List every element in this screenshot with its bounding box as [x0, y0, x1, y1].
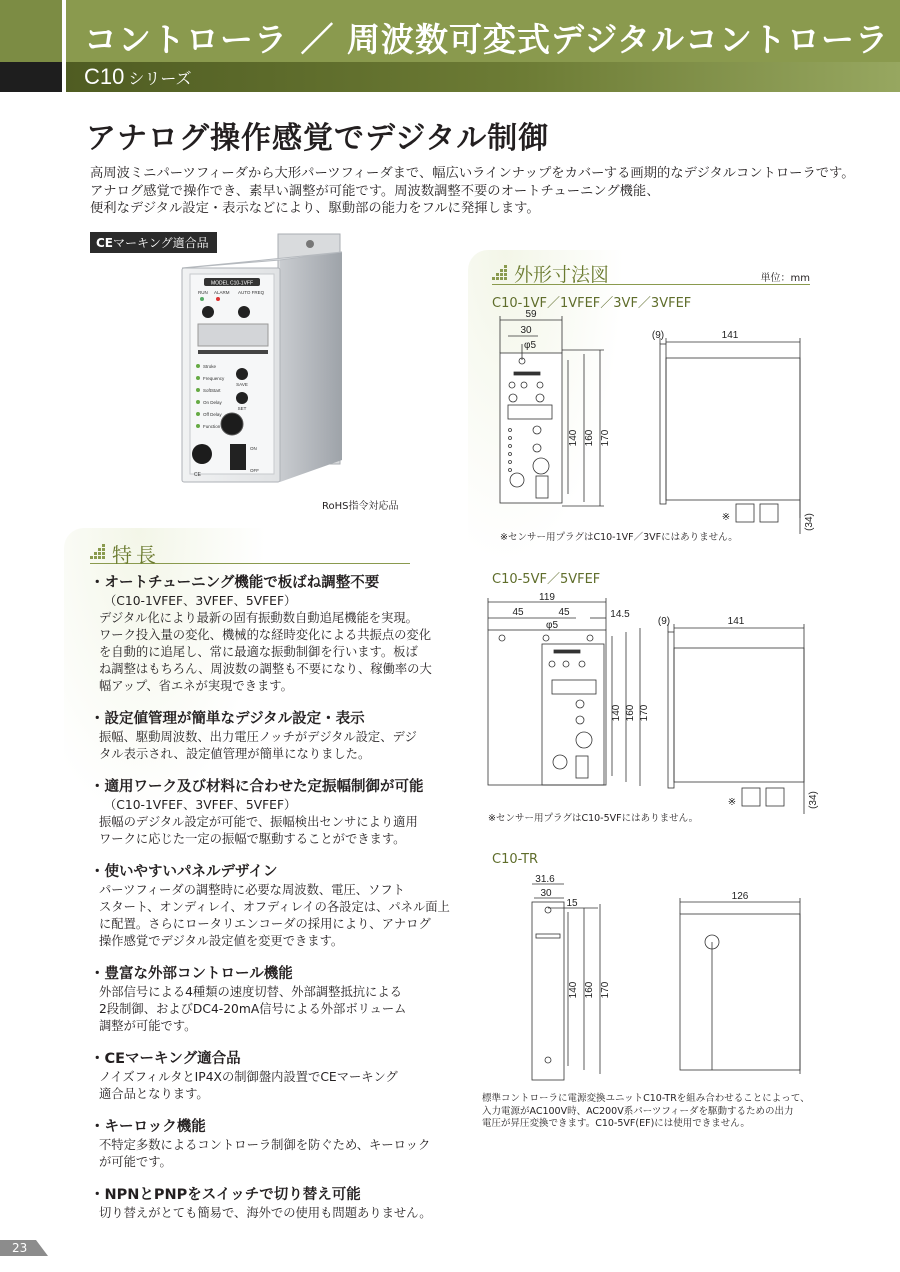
feature-line: 振幅、駆動周波数、出力電圧ノッチがデジタル設定、デジ — [99, 730, 417, 744]
feature-item — [90, 709, 420, 763]
model-2-drawing — [480, 588, 840, 818]
feature-item — [90, 964, 420, 1035]
ce-badge-text: マーキング適合品 — [113, 236, 209, 250]
menu-label: Function — [203, 424, 221, 429]
ce-logo: CE — [194, 472, 201, 478]
feature-body — [90, 984, 420, 1035]
menu-label: On Delay — [203, 400, 222, 405]
feature-title: ・NPNとPNPをスイッチで切り替え可能 — [90, 1187, 361, 1203]
feature-title: ・使いやすいパネルデザイン — [90, 864, 278, 880]
model-1-heading: C10-1VF／1VFEF／3VF／3VFEF — [492, 296, 692, 311]
rotary-encoder — [221, 413, 243, 435]
header-divider — [62, 0, 66, 92]
mount-hole — [306, 240, 314, 248]
model-3-note — [482, 1093, 810, 1131]
dim-hole: φ5 — [545, 620, 559, 631]
feature-title: ・豊富な外部コントロール機能 — [90, 966, 293, 982]
dim-width-right: 14.5 — [610, 609, 630, 620]
feature-line: 振幅のデジタル設定が可能で、振幅検出センサにより適用 — [99, 815, 418, 829]
feature-line: 切り替えがとても簡易で、海外での使用も問題ありません。 — [99, 1206, 432, 1220]
alarm-led — [216, 297, 220, 301]
dim-width-left: 45 — [512, 607, 524, 618]
front-outline — [500, 353, 562, 503]
model-3-drawing — [480, 874, 840, 1084]
feature-line: ノイズフィルタとIP4Xの制御盤内設置でCEマーキング — [99, 1070, 398, 1084]
run-button — [202, 306, 214, 318]
feature-line: ね調整はもちろん、周波数の調整も不要になり、稼働率の大 — [99, 662, 432, 676]
feature-line: を自動的に追尾し、常に最適な振動制御を行います。板ば — [99, 645, 418, 659]
dim-depth: 141 — [721, 330, 739, 341]
dim-h3: 170 — [639, 704, 650, 722]
feature-line: 適合品となります。 — [99, 1087, 209, 1101]
feature-line: 操作感覚でデジタル設定値を変更できます。 — [99, 934, 344, 948]
feature-body — [90, 1205, 432, 1222]
dim-side-gap: (9) — [657, 616, 671, 627]
ce-badge-bold: CE — [96, 236, 114, 250]
dim-width-total: 119 — [539, 592, 555, 603]
feature-line: スタート、オンディレイ、オフディレイの各設定は、パネル面上 — [99, 900, 450, 914]
feature-line: が可能です。 — [99, 1155, 172, 1169]
led-label-alarm: ALARM — [214, 290, 230, 295]
feature-line: 調整が可能です。 — [99, 1019, 197, 1033]
auto-freq-button — [238, 306, 250, 318]
led-label-auto-freq: AUTO FREQ — [238, 290, 265, 295]
dim-bottom: (34) — [804, 513, 815, 531]
feature-line: パーツフィーダの調整時に必要な周波数、電圧、ソフト — [99, 883, 405, 897]
intro-line: 高周波ミニパーツフィーダから大形パーツフィーダまで、幅広いラインナップをカバーする画期的なデジタルコントローラです。 — [90, 166, 855, 181]
side-outline — [674, 648, 804, 782]
front-outline — [532, 902, 564, 1080]
feature-body — [90, 1137, 431, 1171]
feature-item — [90, 777, 424, 848]
feature-item — [90, 1117, 431, 1171]
menu-led — [196, 364, 200, 368]
feature-title: ・キーロック機能 — [90, 1119, 206, 1135]
dim-width-offset: 15 — [566, 898, 578, 909]
feature-line: 2段制御、およびDC4-20mA信号による外部ボリューム — [99, 1002, 407, 1016]
dim-width-hole: 30 — [520, 325, 532, 336]
switch-on-label: ON — [250, 446, 257, 451]
page-number: 23 — [12, 1241, 28, 1255]
note-line: 入力電源がAC100V時、AC200V系パーツフィーダを駆動するための出力 — [482, 1105, 794, 1117]
feature-body — [90, 814, 420, 848]
dim-width-hole: 30 — [540, 888, 552, 899]
menu-led — [196, 376, 200, 380]
intro-line: アナログ感覚で操作でき、素早い調整が可能です。周波数調整不要のオートチューニング機能、 — [90, 183, 660, 199]
feature-line: タル表示され、設定値管理が簡単になりました。 — [99, 747, 371, 761]
features-heading — [90, 540, 410, 567]
rohs-label: RoHS指令対応品 — [322, 501, 399, 512]
model-2-note: ※センサー用プラグはC10-5VFにはありません。 — [488, 813, 699, 824]
dim-depth: 141 — [727, 616, 745, 627]
dim-mark: ※ — [727, 797, 737, 808]
series-label — [84, 64, 192, 90]
menu-label: Off Delay — [203, 412, 222, 417]
feature-subtitle: （C10-1VFEF、3VFEF、5VFEF） — [104, 594, 297, 608]
power-switch — [230, 444, 246, 470]
note-line: 標準コントローラに電源変換ユニットC10-TRを組み合わせることによって、 — [482, 1093, 810, 1104]
series-code: C10 — [84, 64, 125, 89]
set-label: SET — [237, 406, 247, 411]
feature-subtitle: （C10-1VFEF、3VFEF、5VFEF） — [104, 798, 297, 812]
grid-icon — [90, 544, 106, 560]
dim-width-total: 59 — [525, 309, 537, 320]
feature-item — [90, 862, 450, 950]
menu-led — [196, 412, 200, 416]
feature-line: ワークに応じた一定の振幅で駆動することができます。 — [99, 832, 406, 846]
dim-h3: 170 — [600, 429, 611, 447]
set-button-knob — [236, 392, 248, 404]
dim-hole: φ5 — [523, 340, 537, 351]
page-header-title: コントローラ ／ 周波数可変式デジタルコントローラ — [84, 20, 889, 59]
feature-title: ・設定値管理が簡単なデジタル設定・表示 — [90, 711, 365, 727]
feature-title: ・CEマーキング適合品 — [90, 1051, 241, 1067]
run-led — [200, 297, 204, 301]
dim-h2: 160 — [584, 981, 595, 999]
dimensions-heading — [492, 261, 810, 285]
amplitude-knob — [192, 444, 212, 464]
menu-label: Stroke — [203, 364, 217, 369]
dim-h1: 140 — [568, 981, 579, 999]
features-list — [90, 573, 450, 1236]
feature-body — [90, 882, 450, 950]
feature-item — [90, 573, 432, 695]
dim-bottom: (34) — [808, 791, 819, 809]
model-2-heading: C10-5VF／5VFEF — [492, 572, 601, 587]
lead-title: アナログ操作感覚でデジタル制御 — [86, 121, 550, 156]
feature-line: 不特定多数によるコントローラ制御を防ぐため、キーロック — [99, 1138, 431, 1152]
dim-side-gap: (9) — [651, 330, 665, 341]
feature-line: 外部信号による4種類の速度切替、外部調整抵抗による — [99, 985, 402, 999]
dim-h1: 140 — [611, 704, 622, 722]
model-1-note: ※センサー用プラグはC10-1VF／3VFにはありません。 — [500, 532, 738, 543]
menu-led — [196, 424, 200, 428]
dim-h2: 160 — [625, 704, 636, 722]
menu-label: Frequency — [203, 376, 225, 381]
feature-body — [90, 1069, 420, 1103]
product-photo — [170, 232, 360, 492]
header-left-dark-block — [0, 62, 62, 92]
save-button-knob — [236, 368, 248, 380]
save-label: SAVE — [236, 382, 248, 387]
menu-led — [196, 388, 200, 392]
feature-line: デジタル化により最新の固有振動数自動追尾機能を実現。 — [99, 611, 418, 625]
feature-title: ・適用ワーク及び材料に合わせた定振幅制御が可能 — [90, 779, 424, 795]
model-text: MODEL C10-1VFF — [210, 280, 254, 287]
feature-line: に配置。さらにロータリエンコーダの採用により、アナログ — [99, 917, 431, 931]
feature-body — [90, 610, 432, 695]
feature-item — [90, 1185, 432, 1222]
feature-title: ・オートチューニング機能で板ばね調整不要 — [90, 575, 380, 591]
housing-side — [280, 252, 342, 482]
feature-line: ワーク投入量の変化、機械的な経時変化による共振点の変化 — [99, 628, 432, 642]
intro-line: 便利なデジタル設定・表示などにより、駆動部の能力をフルに発揮します。 — [90, 201, 540, 216]
side-outline — [680, 914, 800, 1070]
dim-depth: 126 — [731, 891, 749, 902]
model-1-drawing — [480, 308, 840, 538]
side-outline — [666, 358, 800, 500]
menu-label: SoftStart — [203, 388, 221, 393]
unit-label: 単位：mm — [760, 273, 810, 284]
feature-body — [90, 729, 420, 763]
dim-h1: 140 — [568, 429, 579, 447]
dim-mark: ※ — [721, 512, 731, 523]
dim-h3: 170 — [600, 981, 611, 999]
menu-led — [196, 400, 200, 404]
features-heading-label: 特長 — [112, 543, 160, 567]
dim-h2: 160 — [584, 429, 595, 447]
dim-width-total: 31.6 — [535, 874, 555, 885]
brand-strip — [198, 350, 268, 354]
led-label-run: RUN — [198, 290, 208, 295]
header-left-block — [0, 0, 62, 62]
dim-width-mid: 45 — [558, 607, 570, 618]
series-suffix: シリーズ — [128, 69, 192, 88]
dimensions-heading-label: 外形寸法図 — [514, 264, 610, 286]
feature-line: 幅アップ、省エネが実現できます。 — [99, 679, 293, 693]
model-3-heading: C10-TR — [492, 852, 539, 867]
grid-icon — [492, 265, 508, 281]
feature-item — [90, 1049, 420, 1103]
display-window — [198, 324, 268, 346]
intro-paragraph — [90, 165, 890, 218]
switch-off-label: OFF — [250, 468, 259, 473]
note-line: 電圧が昇圧変換できます。C10-5VF(EF)には使用できません。 — [482, 1118, 750, 1129]
